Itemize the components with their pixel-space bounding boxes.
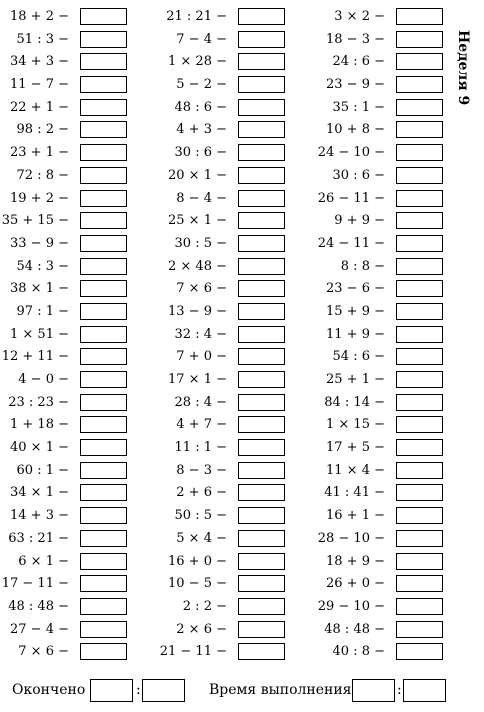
problem-row (0, 52, 127, 75)
problem-expression: 54 : 6 − (332, 349, 385, 365)
problem-row (300, 279, 443, 302)
problem-row (150, 438, 285, 461)
problem-row (0, 7, 127, 30)
answer-box[interactable] (238, 76, 285, 93)
answer-box[interactable] (238, 8, 285, 25)
problem-row (150, 415, 285, 438)
problem-row (0, 30, 127, 53)
problem-expression: 50 : 5 − (174, 508, 227, 524)
problem-expression: 21 − 11 − (159, 644, 227, 660)
column-2 (150, 7, 285, 665)
problem-row (300, 415, 443, 438)
problem-expression: 30 : 6 − (332, 167, 385, 183)
problem-expression: 33 − 9 − (10, 235, 69, 251)
problem-expression: 6 × 1 − (18, 553, 69, 569)
problem-row (300, 98, 443, 121)
answer-box[interactable] (238, 553, 285, 570)
answer-box[interactable] (238, 575, 285, 592)
problem-row (150, 143, 285, 166)
problem-row (150, 325, 285, 348)
problem-expression: 5 × 4 − (176, 530, 227, 546)
problem-row (300, 257, 443, 280)
problem-expression: 7 × 6 − (18, 644, 69, 660)
answer-box[interactable] (238, 31, 285, 48)
problem-expression: 17 − 11 − (1, 576, 69, 592)
answer-box[interactable] (238, 99, 285, 116)
problem-row (150, 370, 285, 393)
answer-box[interactable] (80, 507, 127, 524)
problem-row (150, 189, 285, 212)
problem-expression: 97 : 1 − (16, 303, 69, 319)
problem-expression: 51 : 3 − (16, 31, 69, 47)
problem-row (0, 506, 127, 529)
footer (0, 678, 484, 704)
problem-row (0, 393, 127, 416)
problem-expression: 24 : 6 − (332, 54, 385, 70)
problem-row (300, 597, 443, 620)
problem-row (150, 30, 285, 53)
answer-box[interactable] (80, 53, 127, 70)
answer-box[interactable] (396, 76, 443, 93)
answer-box[interactable] (80, 530, 127, 547)
problem-expression: 23 + 1 − (10, 145, 69, 161)
problem-row (150, 7, 285, 30)
answer-box[interactable] (238, 235, 285, 252)
answer-box[interactable] (396, 212, 443, 229)
problem-expression: 1 × 28 − (168, 54, 227, 70)
problem-row (300, 347, 443, 370)
answer-box[interactable] (238, 439, 285, 456)
answer-box[interactable] (396, 303, 443, 320)
problem-expression: 1 + 18 − (10, 417, 69, 433)
problem-expression: 7 − 4 − (176, 31, 227, 47)
problem-row (0, 279, 127, 302)
finished-hours-box[interactable] (90, 679, 133, 702)
answer-box[interactable] (238, 462, 285, 479)
answer-box[interactable] (80, 280, 127, 297)
problem-expression: 17 × 1 − (168, 372, 227, 387)
problem-row (300, 642, 443, 665)
problem-row (150, 529, 285, 552)
problem-row (0, 143, 127, 166)
problem-expression: 29 − 10 − (317, 598, 385, 614)
problem-row (0, 552, 127, 575)
answer-box[interactable] (80, 121, 127, 138)
problem-expression: 26 + 0 − (326, 576, 385, 592)
answer-box[interactable] (396, 484, 443, 501)
answer-box[interactable] (238, 643, 285, 660)
answer-box[interactable] (80, 235, 127, 252)
problem-expression: 18 − 3 − (326, 31, 385, 47)
answer-box[interactable] (80, 484, 127, 501)
answer-box[interactable] (80, 439, 127, 456)
problem-expression: 26 − 11 − (317, 190, 385, 206)
answer-box[interactable] (238, 303, 285, 320)
problem-expression: 8 : 8 − (340, 258, 385, 274)
problem-expression: 84 : 14 − (324, 394, 385, 410)
problem-row (150, 302, 285, 325)
problem-expression: 27 − 4 − (10, 621, 69, 637)
answer-box[interactable] (238, 326, 285, 343)
problem-expression: 1 × 15 − (326, 417, 385, 433)
answer-box[interactable] (238, 507, 285, 524)
problem-row (150, 574, 285, 597)
answer-box[interactable] (396, 371, 443, 388)
problem-row (0, 438, 127, 461)
problem-row (300, 234, 443, 257)
problem-row (150, 166, 285, 189)
problem-row (300, 30, 443, 53)
problem-row (0, 166, 127, 189)
answer-box[interactable] (396, 190, 443, 207)
answer-box[interactable] (396, 530, 443, 547)
problem-row (300, 483, 443, 506)
problem-row (0, 620, 127, 643)
answer-box[interactable] (396, 144, 443, 161)
problem-row (300, 620, 443, 643)
problem-expression: 18 + 9 − (326, 553, 385, 569)
problem-row (300, 75, 443, 98)
answer-box[interactable] (80, 167, 127, 184)
problem-expression: 23 − 6 − (326, 281, 385, 297)
problem-row (0, 483, 127, 506)
problem-row (150, 211, 285, 234)
answer-box[interactable] (80, 258, 127, 275)
problem-row (0, 211, 127, 234)
problem-expression: 23 − 9 − (326, 77, 385, 93)
answer-box[interactable] (396, 99, 443, 116)
answer-box[interactable] (396, 167, 443, 184)
problem-row (300, 438, 443, 461)
problem-expression: 11 − 7 − (10, 77, 69, 93)
problem-expression: 4 + 3 − (176, 122, 227, 138)
problem-row (150, 552, 285, 575)
problem-row (0, 529, 127, 552)
problem-expression: 38 × 1 − (10, 281, 69, 297)
problem-expression: 11 × 4 − (326, 462, 385, 478)
problem-expression: 24 − 10 − (317, 145, 385, 161)
answer-box[interactable] (396, 31, 443, 48)
problem-row (300, 189, 443, 212)
problem-row (0, 325, 127, 348)
problem-expression: 34 + 3 − (10, 54, 69, 70)
problem-expression: 2 × 48 − (168, 258, 227, 274)
answer-box[interactable] (238, 212, 285, 229)
problem-row (150, 597, 285, 620)
answer-box[interactable] (238, 258, 285, 275)
answer-box[interactable] (80, 76, 127, 93)
problem-expression: 11 : 1 − (174, 440, 227, 456)
answer-box[interactable] (396, 235, 443, 252)
problem-expression: 25 × 1 − (168, 213, 227, 229)
problem-row (150, 257, 285, 280)
problem-row (0, 98, 127, 121)
answer-box[interactable] (238, 598, 285, 615)
problem-expression: 23 : 23 − (8, 394, 69, 410)
problem-expression: 14 + 3 − (10, 508, 69, 524)
problem-expression: 10 + 8 − (326, 122, 385, 138)
problem-expression: 63 : 21 − (8, 530, 69, 546)
answer-box[interactable] (80, 553, 127, 570)
problem-row (300, 211, 443, 234)
column-3 (300, 7, 443, 665)
problem-expression: 72 : 8 − (16, 167, 69, 183)
finished-minutes-box[interactable] (142, 679, 185, 702)
answer-box[interactable] (80, 598, 127, 615)
problem-row (0, 189, 127, 212)
problem-row (300, 52, 443, 75)
problem-expression: 2 + 6 − (176, 485, 227, 501)
problem-expression: 17 + 5 − (326, 440, 385, 456)
problem-row (150, 347, 285, 370)
problem-row (0, 597, 127, 620)
answer-box[interactable] (238, 416, 285, 433)
answer-box[interactable] (396, 439, 443, 456)
answer-box[interactable] (80, 144, 127, 161)
problem-expression: 9 + 9 − (334, 213, 385, 229)
answer-box[interactable] (396, 553, 443, 570)
problem-row (150, 234, 285, 257)
problem-expression: 21 : 21 − (166, 9, 227, 24)
answer-box[interactable] (80, 303, 127, 320)
problem-row (0, 461, 127, 484)
time-hours-box[interactable] (352, 679, 395, 702)
answer-box[interactable] (80, 190, 127, 207)
answer-box[interactable] (396, 598, 443, 615)
problem-expression: 5 − 2 − (176, 77, 227, 93)
answer-box[interactable] (80, 31, 127, 48)
problem-expression: 7 + 0 − (176, 349, 227, 365)
answer-box[interactable] (80, 326, 127, 343)
problem-expression: 4 − 0 − (18, 372, 69, 387)
problem-row (300, 529, 443, 552)
problem-expression: 15 + 9 − (326, 303, 385, 319)
problem-expression: 18 + 2 − (10, 9, 69, 24)
time-minutes-box[interactable] (403, 679, 446, 702)
problem-row (300, 302, 443, 325)
problem-row (300, 393, 443, 416)
answer-box[interactable] (238, 144, 285, 161)
problem-row (300, 166, 443, 189)
problem-row (300, 370, 443, 393)
problem-row (300, 552, 443, 575)
problem-expression: 40 × 1 − (10, 440, 69, 456)
answer-box[interactable] (80, 99, 127, 116)
answer-box[interactable] (80, 394, 127, 411)
problem-expression: 30 : 5 − (174, 235, 227, 251)
problem-expression: 3 × 2 − (334, 9, 385, 24)
finished-label: Окончено (12, 682, 86, 698)
problem-expression: 48 : 48 − (8, 598, 69, 614)
problem-expression: 8 − 3 − (176, 462, 227, 478)
answer-box[interactable] (80, 348, 127, 365)
problem-row (300, 325, 443, 348)
problem-expression: 20 × 1 − (168, 167, 227, 183)
answer-box[interactable] (80, 462, 127, 479)
problem-row (300, 143, 443, 166)
answer-box[interactable] (396, 326, 443, 343)
problem-expression: 48 : 6 − (174, 99, 227, 115)
problem-expression: 24 − 11 − (317, 235, 385, 251)
answer-box[interactable] (396, 575, 443, 592)
problem-row (0, 257, 127, 280)
problem-row (150, 98, 285, 121)
problem-row (300, 461, 443, 484)
problem-expression: 8 − 4 − (176, 190, 227, 206)
answer-box[interactable] (396, 643, 443, 660)
answer-box[interactable] (238, 280, 285, 297)
problem-row (0, 234, 127, 257)
problem-row (300, 7, 443, 30)
answer-box[interactable] (396, 53, 443, 70)
problem-row (0, 75, 127, 98)
answer-box[interactable] (396, 507, 443, 524)
problem-expression: 40 : 8 − (332, 644, 385, 660)
problem-row (150, 120, 285, 143)
problem-row (0, 302, 127, 325)
answer-box[interactable] (238, 371, 285, 388)
answer-box[interactable] (238, 53, 285, 70)
problem-row (300, 506, 443, 529)
problem-row (0, 347, 127, 370)
problem-expression: 98 : 2 − (16, 122, 69, 138)
problem-row (150, 620, 285, 643)
problem-expression: 11 + 9 − (326, 326, 385, 342)
problem-row (0, 370, 127, 393)
problem-row (150, 393, 285, 416)
problem-expression: 28 − 10 − (317, 530, 385, 546)
answer-box[interactable] (238, 621, 285, 638)
answer-box[interactable] (396, 280, 443, 297)
answer-box[interactable] (80, 575, 127, 592)
problem-expression: 48 : 48 − (324, 621, 385, 637)
problem-row (150, 483, 285, 506)
problem-expression: 32 : 4 − (174, 326, 227, 342)
column-1 (0, 7, 127, 665)
problem-expression: 41 : 41 − (324, 485, 385, 501)
problem-expression: 54 : 3 − (16, 258, 69, 274)
problem-expression: 16 + 0 − (168, 553, 227, 569)
answer-box[interactable] (396, 621, 443, 638)
answer-box[interactable] (396, 8, 443, 25)
problem-row (150, 52, 285, 75)
answer-box[interactable] (396, 121, 443, 138)
answer-box[interactable] (396, 348, 443, 365)
problem-expression: 22 + 1 − (10, 99, 69, 115)
problem-expression: 25 + 1 − (326, 372, 385, 387)
answer-box[interactable] (396, 394, 443, 411)
finished-separator: : (136, 682, 141, 698)
problem-expression: 1 × 51 − (10, 326, 69, 342)
problem-expression: 10 − 5 − (168, 576, 227, 592)
problem-row (150, 279, 285, 302)
problem-row (150, 642, 285, 665)
problem-expression: 19 + 2 − (10, 190, 69, 206)
problem-expression: 4 + 7 − (176, 417, 227, 433)
time-label: Время выполнения (209, 682, 352, 698)
problem-row (0, 642, 127, 665)
answer-box[interactable] (396, 462, 443, 479)
problem-expression: 34 × 1 − (10, 485, 69, 501)
answer-box[interactable] (80, 8, 127, 25)
answer-box[interactable] (80, 643, 127, 660)
answer-box[interactable] (238, 484, 285, 501)
problem-expression: 12 + 11 − (1, 349, 69, 365)
answer-box[interactable] (238, 348, 285, 365)
answer-box[interactable] (396, 258, 443, 275)
problem-expression: 2 : 2 − (182, 598, 227, 614)
answer-box[interactable] (80, 416, 127, 433)
problem-row (150, 75, 285, 98)
answer-box[interactable] (396, 416, 443, 433)
problem-expression: 16 + 1 − (326, 508, 385, 524)
answer-box[interactable] (238, 167, 285, 184)
problem-expression: 7 × 6 − (176, 281, 227, 297)
problem-expression: 28 : 4 − (174, 394, 227, 410)
time-separator: : (397, 682, 402, 698)
answer-box[interactable] (238, 530, 285, 547)
answer-box[interactable] (238, 121, 285, 138)
answer-box[interactable] (80, 621, 127, 638)
problem-row (150, 506, 285, 529)
problem-row (0, 415, 127, 438)
problem-row (0, 574, 127, 597)
problem-row (150, 461, 285, 484)
answer-box[interactable] (80, 371, 127, 388)
problem-expression: 35 + 15 − (1, 213, 69, 229)
problem-expression: 2 × 6 − (176, 621, 227, 637)
answer-box[interactable] (238, 394, 285, 411)
problem-expression: 60 : 1 − (16, 462, 69, 478)
problem-row (300, 120, 443, 143)
problem-row (300, 574, 443, 597)
week-label: Неделя 9 (455, 30, 471, 106)
problem-expression: 35 : 1 − (332, 99, 385, 115)
answer-box[interactable] (80, 212, 127, 229)
problem-row (0, 120, 127, 143)
problem-expression: 13 − 9 − (168, 303, 227, 319)
problem-expression: 30 : 6 − (174, 145, 227, 161)
answer-box[interactable] (238, 190, 285, 207)
